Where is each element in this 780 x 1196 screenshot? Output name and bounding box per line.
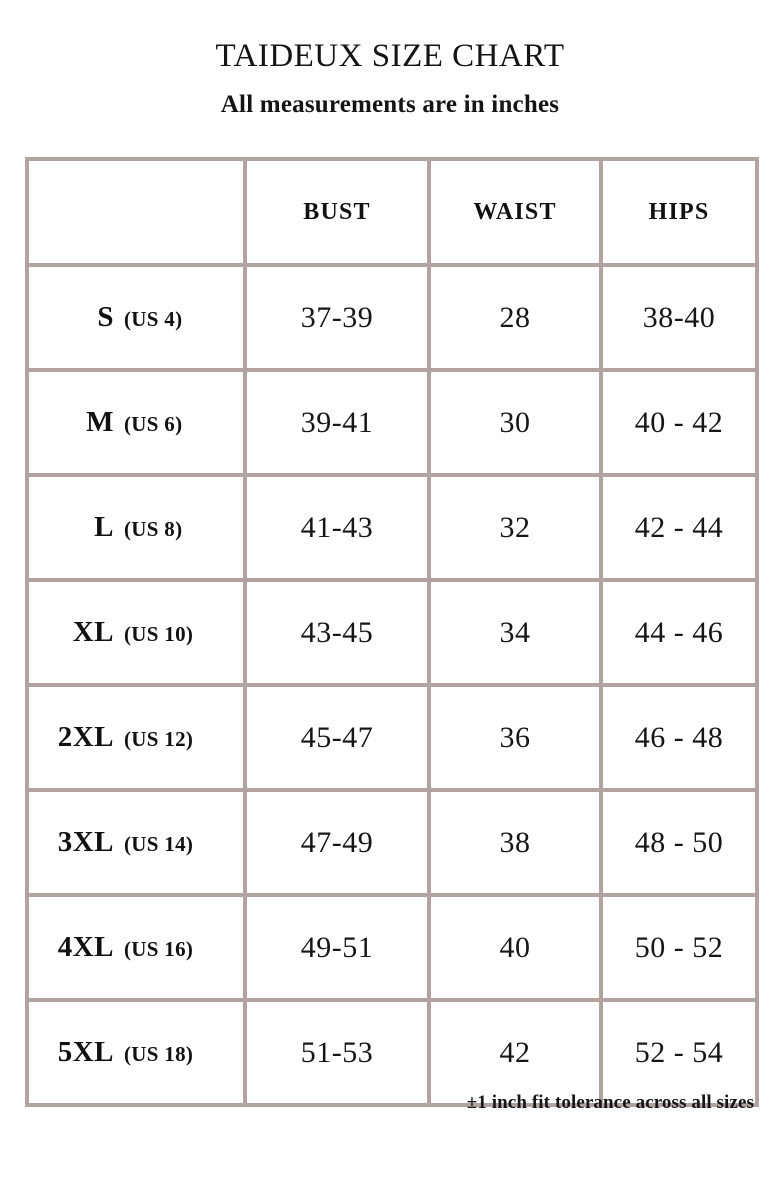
size-label: M bbox=[86, 406, 114, 438]
size-us-label: (US 18) bbox=[124, 1042, 194, 1066]
size-label: 2XL bbox=[57, 721, 114, 753]
hips-cell: 42 - 44 bbox=[601, 475, 757, 580]
hips-cell: 50 - 52 bbox=[601, 895, 757, 1000]
bust-cell: 37-39 bbox=[245, 265, 429, 370]
bust-cell: 39-41 bbox=[245, 370, 429, 475]
waist-cell: 38 bbox=[429, 790, 601, 895]
size-us-label: (US 16) bbox=[124, 937, 194, 961]
waist-cell: 42 bbox=[429, 1000, 601, 1105]
bust-cell: 47-49 bbox=[245, 790, 429, 895]
waist-cell: 30 bbox=[429, 370, 601, 475]
bust-cell: 49-51 bbox=[245, 895, 429, 1000]
column-header-waist: WAIST bbox=[429, 159, 601, 265]
size-us-label: (US 6) bbox=[124, 412, 183, 436]
hips-cell: 46 - 48 bbox=[601, 685, 757, 790]
hips-cell: 38-40 bbox=[601, 265, 757, 370]
fit-tolerance-note: ±1 inch fit tolerance across all sizes bbox=[466, 1092, 754, 1113]
waist-cell: 36 bbox=[429, 685, 601, 790]
table-row bbox=[27, 790, 757, 895]
size-cell bbox=[27, 475, 245, 580]
size-cell bbox=[27, 580, 245, 685]
size-cell bbox=[27, 265, 245, 370]
bust-cell: 43-45 bbox=[245, 580, 429, 685]
table-row bbox=[27, 1000, 757, 1105]
table-header-row bbox=[27, 159, 757, 265]
size-label: 4XL bbox=[57, 931, 114, 963]
size-cell bbox=[27, 790, 245, 895]
hips-cell: 52 - 54 bbox=[601, 1000, 757, 1105]
size-label: XL bbox=[72, 616, 114, 648]
hips-cell: 40 - 42 bbox=[601, 370, 757, 475]
size-cell bbox=[27, 685, 245, 790]
waist-cell: 32 bbox=[429, 475, 601, 580]
table-row bbox=[27, 265, 757, 370]
column-header-bust: BUST bbox=[245, 159, 429, 265]
size-us-label: (US 14) bbox=[124, 832, 194, 856]
column-header-hips: HIPS bbox=[601, 159, 757, 265]
size-cell bbox=[27, 895, 245, 1000]
waist-cell: 28 bbox=[429, 265, 601, 370]
hips-cell: 44 - 46 bbox=[601, 580, 757, 685]
table-row bbox=[27, 370, 757, 475]
size-cell bbox=[27, 370, 245, 475]
bust-cell: 45-47 bbox=[245, 685, 429, 790]
size-label: L bbox=[94, 511, 114, 543]
table-row bbox=[27, 475, 757, 580]
waist-cell: 40 bbox=[429, 895, 601, 1000]
size-us-label: (US 8) bbox=[124, 517, 183, 541]
page-title: TAIDEUX SIZE CHART bbox=[215, 38, 565, 74]
page-subtitle: All measurements are in inches bbox=[220, 91, 560, 118]
size-chart-table bbox=[25, 157, 759, 1107]
table-row bbox=[27, 685, 757, 790]
size-us-label: (US 12) bbox=[124, 727, 194, 751]
size-label: S bbox=[97, 301, 114, 333]
size-us-label: (US 4) bbox=[124, 307, 183, 331]
size-label: 5XL bbox=[57, 1036, 114, 1068]
waist-cell: 34 bbox=[429, 580, 601, 685]
column-header-size bbox=[27, 159, 245, 265]
size-cell bbox=[27, 1000, 245, 1105]
bust-cell: 51-53 bbox=[245, 1000, 429, 1105]
size-label: 3XL bbox=[57, 826, 114, 858]
table-row bbox=[27, 580, 757, 685]
hips-cell: 48 - 50 bbox=[601, 790, 757, 895]
size-chart-table-wrapper bbox=[25, 157, 755, 1107]
bust-cell: 41-43 bbox=[245, 475, 429, 580]
table-row bbox=[27, 895, 757, 1000]
size-us-label: (US 10) bbox=[124, 622, 194, 646]
